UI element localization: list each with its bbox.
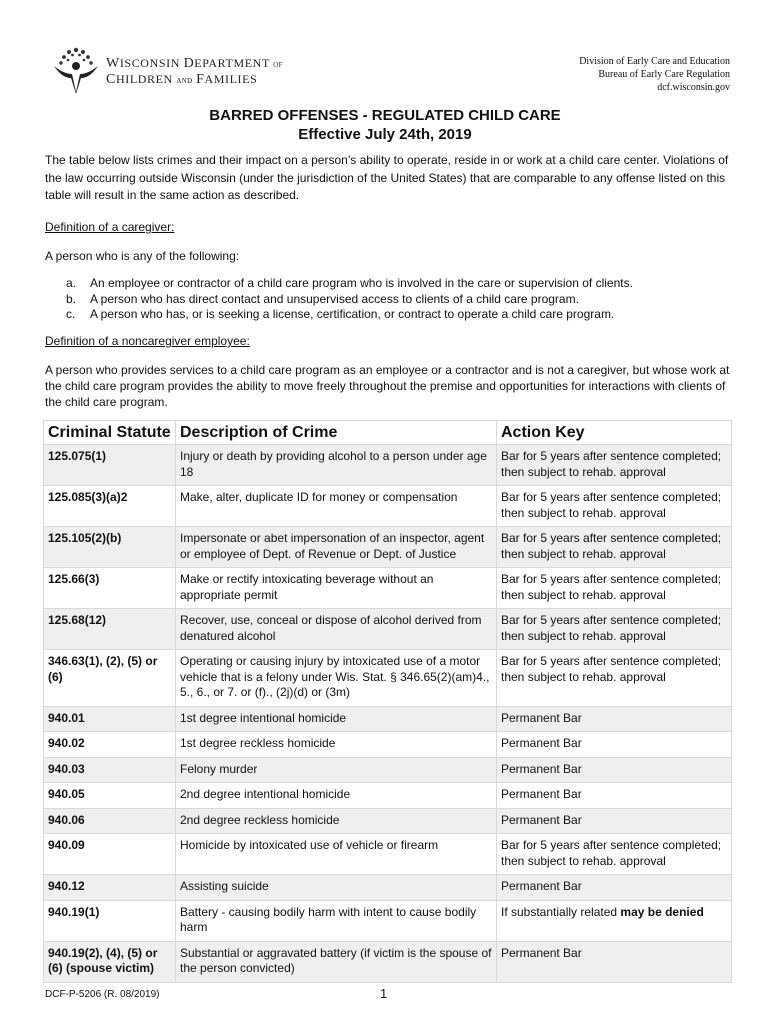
action-cell: Bar for 5 years after sentence completed; then subject to rehab. approval <box>497 834 732 875</box>
table-row <box>44 445 732 486</box>
list-marker: b. <box>66 291 77 306</box>
caregiver-intro: A person who is any of the following: <box>45 249 240 263</box>
action-cell: Bar for 5 years after sentence completed; then subject to rehab. approval <box>497 609 732 650</box>
division-info <box>579 55 730 94</box>
description-cell: Impersonate or abet impersonation of an inspector, agent or employee of Dept. of Revenue or Dept. of Justice <box>176 527 497 568</box>
action-bold-text: may be denied <box>620 904 704 919</box>
action-cell: Permanent Bar <box>497 783 732 809</box>
list-item <box>66 292 736 308</box>
description-cell: Recover, use, conceal or dispose of alcohol derived from denatured alcohol <box>176 609 497 650</box>
description-cell: Felony murder <box>176 757 497 783</box>
list-item <box>66 307 736 323</box>
table-row <box>44 900 732 941</box>
division-name: Division of Early Care and Education <box>579 56 730 67</box>
table-row <box>44 941 732 982</box>
column-header-action: Action Key <box>497 421 732 445</box>
caregiver-heading: Definition of a caregiver: <box>45 220 175 234</box>
description-cell: Make, alter, duplicate ID for money or compensation <box>176 486 497 527</box>
table-row <box>44 732 732 758</box>
dcf-logo <box>50 44 283 96</box>
list-marker: c. <box>66 307 76 321</box>
statute-cell: 125.66(3) <box>44 568 176 609</box>
description-cell: Battery - causing bodily harm with intent to cause bodily harm <box>176 900 497 941</box>
list-item <box>66 276 736 292</box>
action-cell: Permanent Bar <box>497 706 732 732</box>
action-cell: Permanent Bar <box>497 732 732 758</box>
table-row <box>44 486 732 527</box>
barred-offenses-table <box>43 420 732 983</box>
statute-cell: 125.075(1) <box>44 445 176 486</box>
bureau-name: Bureau of Early Care Regulation <box>598 69 730 80</box>
table-row <box>44 783 732 809</box>
action-cell: Bar for 5 years after sentence completed; then subject to rehab. approval <box>497 568 732 609</box>
action-cell: Permanent Bar <box>497 941 732 982</box>
table-row <box>44 834 732 875</box>
table-row <box>44 568 732 609</box>
action-cell: Bar for 5 years after sentence completed; then subject to rehab. approval <box>497 445 732 486</box>
action-cell: Bar for 5 years after sentence completed; then subject to rehab. approval <box>497 527 732 568</box>
table-row <box>44 706 732 732</box>
statute-cell: 940.06 <box>44 808 176 834</box>
page-number: 1 <box>380 986 388 1001</box>
description-cell: Make or rectify intoxicating beverage without an appropriate permit <box>176 568 497 609</box>
description-cell: Operating or causing injury by intoxicated use of a motor vehicle that is a felony under Wis. Stat. § 346.65(2)(am)4., 5., 6., or 7. or (f)., (2j)(d) or (3m) <box>176 650 497 707</box>
description-cell: 1st degree reckless homicide <box>176 732 497 758</box>
statute-cell: 125.68(12) <box>44 609 176 650</box>
description-cell: Homicide by intoxicated use of vehicle or firearm <box>176 834 497 875</box>
action-cell: Bar for 5 years after sentence completed; then subject to rehab. approval <box>497 650 732 707</box>
description-cell: 1st degree intentional homicide <box>176 706 497 732</box>
statute-cell: 940.02 <box>44 732 176 758</box>
title-line2: Effective July 24th, 2019 <box>298 126 472 143</box>
statute-cell: 346.63(1), (2), (5) or (6) <box>44 650 176 707</box>
table-header-row <box>44 421 732 445</box>
page-header <box>0 0 770 100</box>
title-line1: BARRED OFFENSES - REGULATED CHILD CARE <box>209 107 561 124</box>
statute-cell: 125.085(3)(a)2 <box>44 486 176 527</box>
description-cell: Substantial or aggravated battery (if victim is the spouse of the person convicted) <box>176 941 497 982</box>
form-code: DCF-P-5206 (R. 08/2019) <box>45 989 160 1000</box>
action-text: If substantially related <box>501 904 621 919</box>
noncaregiver-heading: Definition of a noncaregiver employee: <box>45 334 250 348</box>
description-cell: 2nd degree intentional homicide <box>176 783 497 809</box>
list-item-text: A person who has direct contact and unsupervised access to clients of a child care program. <box>90 291 579 306</box>
description-cell: 2nd degree reckless homicide <box>176 808 497 834</box>
logo-text-line2: CHILDREN AND FAMILIES <box>106 72 258 87</box>
list-item-text: An employee or contractor of a child care program who is involved in the care or supervision of clients. <box>90 276 633 290</box>
action-cell: Permanent Bar <box>497 757 732 783</box>
caregiver-list <box>66 276 736 323</box>
action-cell: Bar for 5 years after sentence completed; then subject to rehab. approval <box>497 486 732 527</box>
table-row <box>44 757 732 783</box>
column-header-statute: Criminal Statute <box>44 421 176 445</box>
action-cell: Permanent Bar <box>497 875 732 901</box>
statute-cell: 940.12 <box>44 875 176 901</box>
statute-cell: 940.09 <box>44 834 176 875</box>
column-header-description: Description of Crime <box>176 421 497 445</box>
table-row <box>44 808 732 834</box>
list-marker: a. <box>66 276 77 290</box>
page-title <box>0 106 770 144</box>
description-cell: Injury or death by providing alcohol to a person under age 18 <box>176 445 497 486</box>
table-row <box>44 875 732 901</box>
statute-cell: 940.19(1) <box>44 900 176 941</box>
dcf-logo-icon <box>50 44 102 96</box>
table-row <box>44 527 732 568</box>
statute-cell: 940.19(2), (4), (5) or (6) (spouse victim) <box>44 941 176 982</box>
website-link[interactable]: dcf.wisconsin.gov <box>657 82 730 93</box>
noncaregiver-paragraph: A person who provides services to a child care program as an employee or a contractor and is not a caregiver, but whose work at the child care program provides the ability to move freely throughout the premise and opportunities for interactions with clients of the child care program. <box>45 363 730 409</box>
statute-cell: 125.105(2)(b) <box>44 527 176 568</box>
statute-cell: 940.05 <box>44 783 176 809</box>
table-row <box>44 650 732 707</box>
statute-cell: 940.01 <box>44 706 176 732</box>
logo-text-line1: WISCONSIN DEPARTMENT OF <box>106 56 283 71</box>
action-cell <box>497 900 732 941</box>
table-row <box>44 609 732 650</box>
description-cell: Assisting suicide <box>176 875 497 901</box>
statute-cell: 940.03 <box>44 757 176 783</box>
action-cell: Permanent Bar <box>497 808 732 834</box>
list-item-text: A person who has, or is seeking a license, certification, or contract to operate a child care program. <box>90 307 615 321</box>
intro-paragraph: The table below lists crimes and their impact on a person’s ability to operate, reside in or work at a child care center. Violations of the law occurring outside Wisconsin (under the jurisdiction of the United States) that are comparable to any offense listed on this table will result in the same action as described. <box>45 153 729 202</box>
